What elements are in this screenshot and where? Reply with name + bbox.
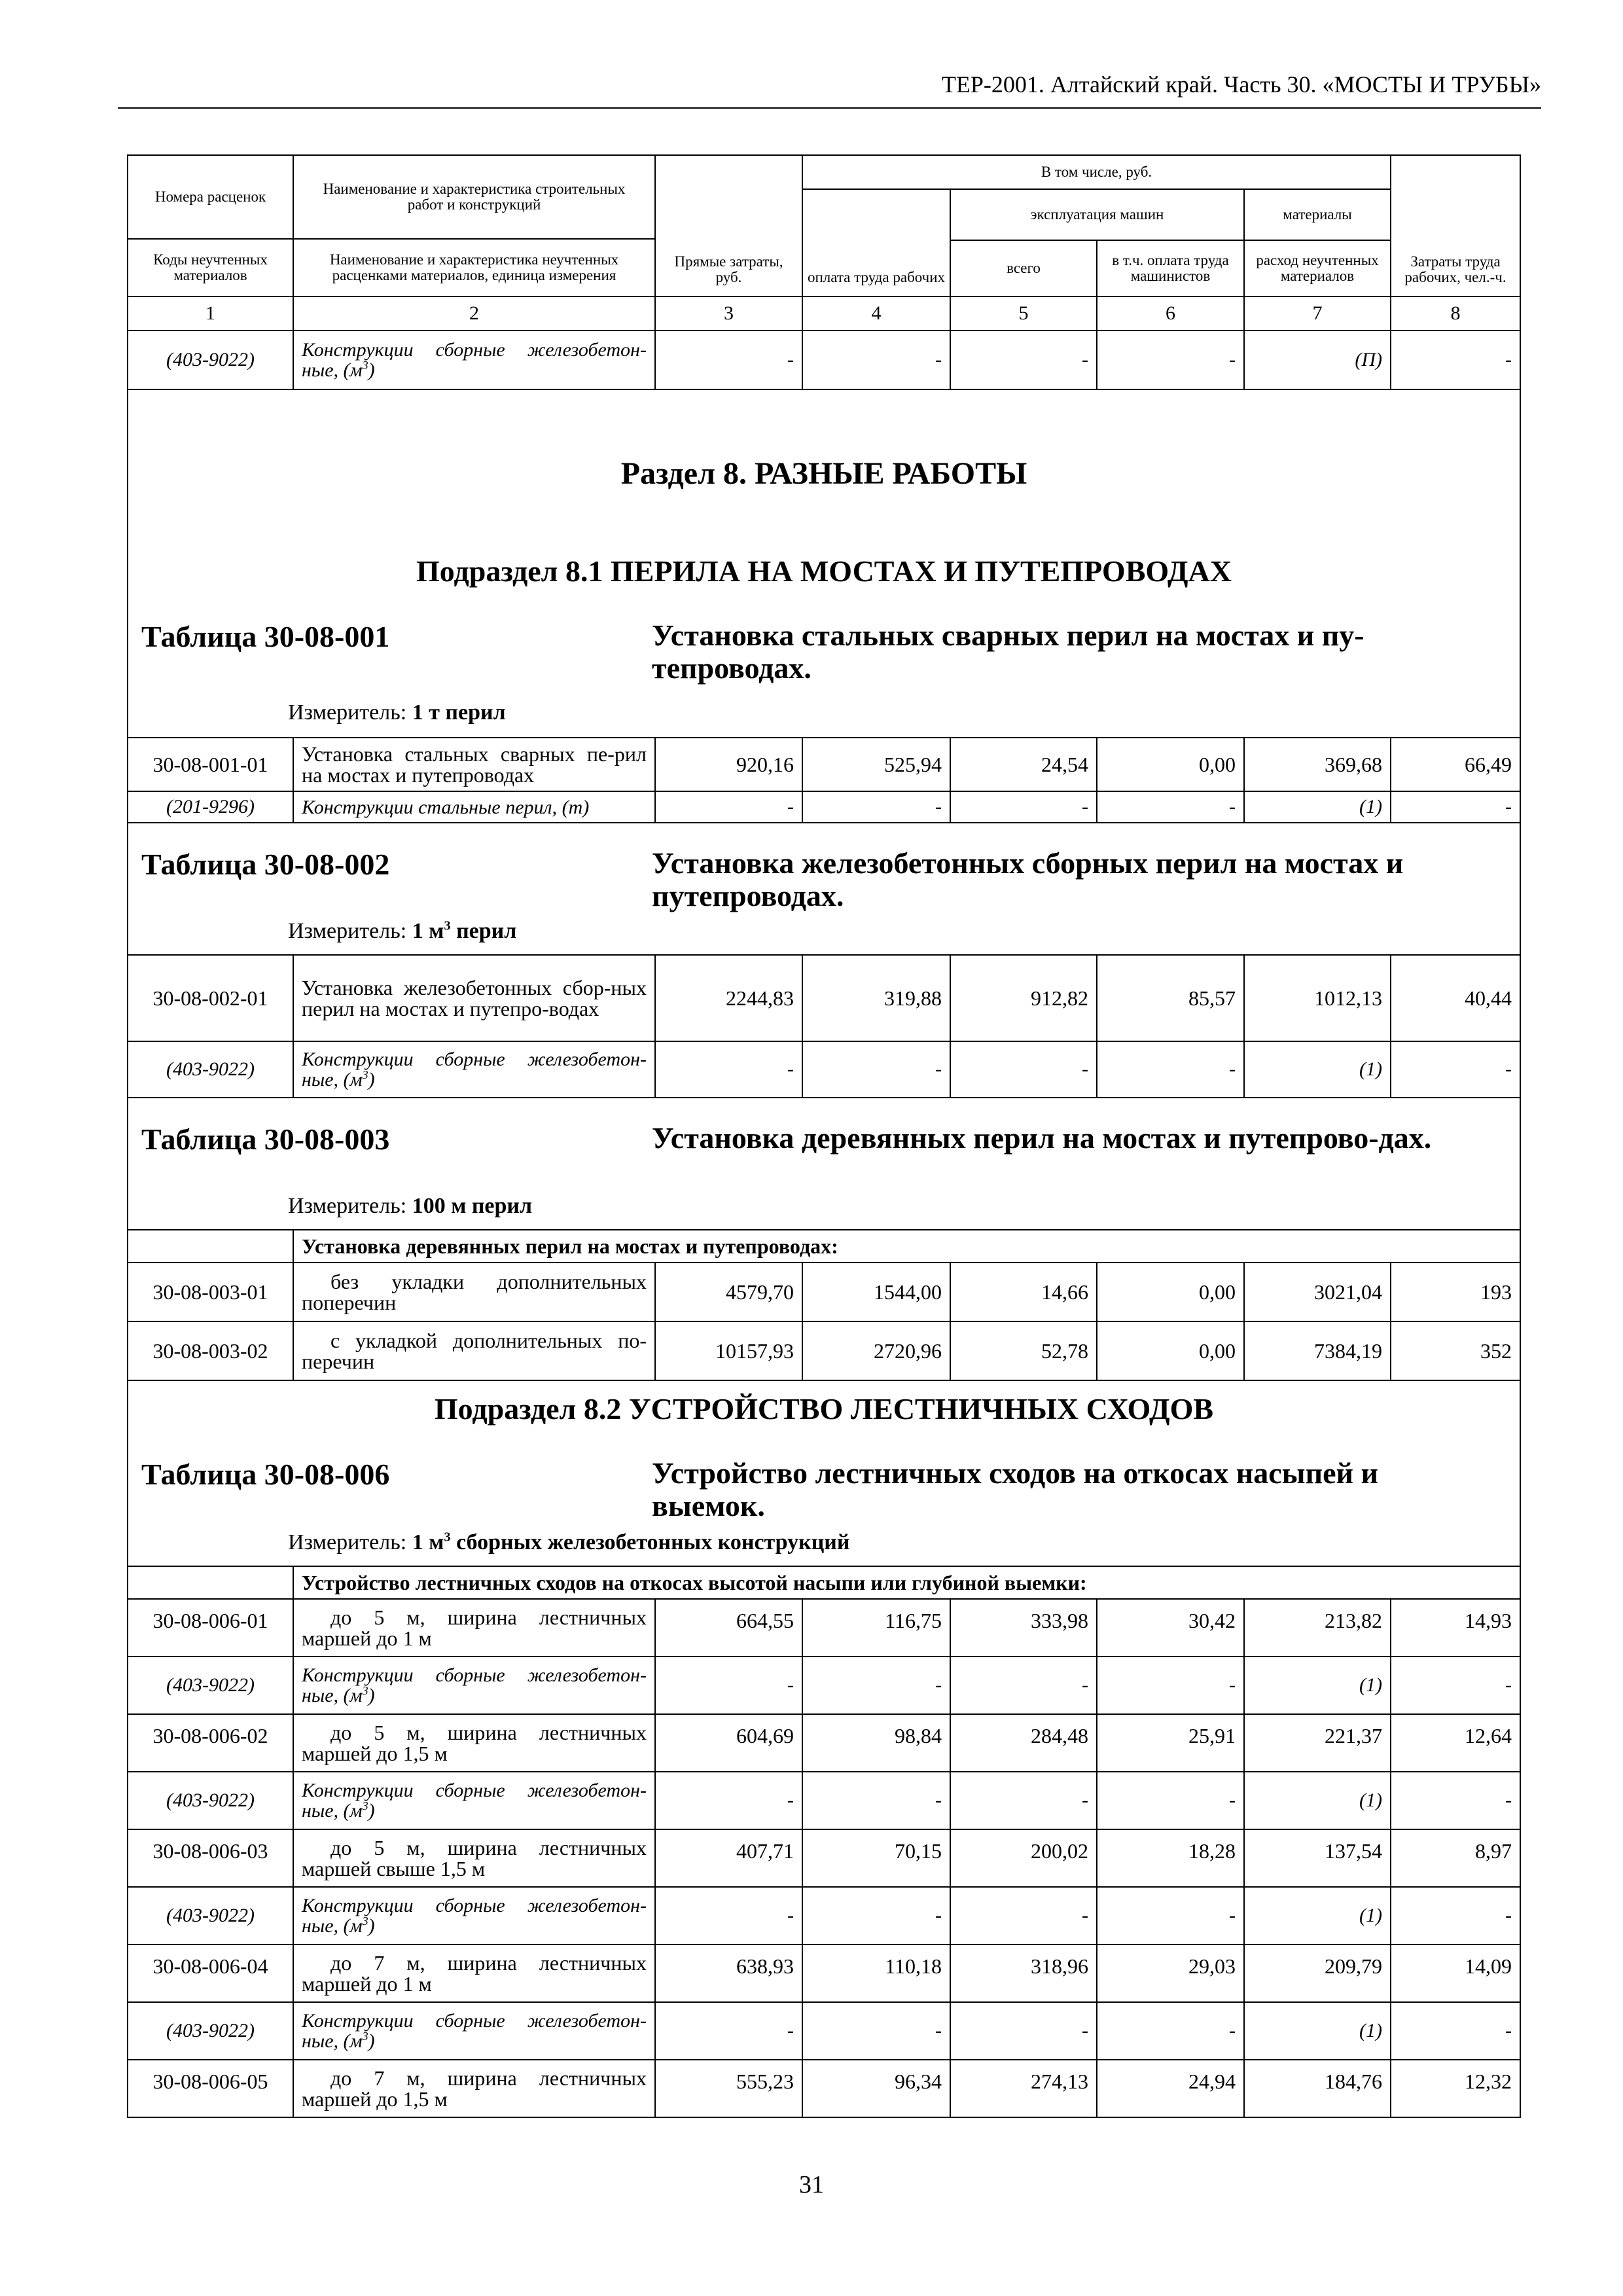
meter-line: Измеритель: 100 м перил <box>288 1194 533 1218</box>
column-numbers-row <box>128 296 1520 331</box>
value-cell: - <box>950 331 1097 389</box>
value-cell: - <box>1391 1657 1520 1714</box>
subsection-title: Подраздел 8.2 УСТРОЙСТВО ЛЕСТНИЧНЫХ СХОДОВ <box>434 1392 1214 1426</box>
table-heading-cell <box>128 1098 1520 1230</box>
value-cell: 98,84 <box>802 1714 950 1772</box>
table-name: Таблица 30-08-001 <box>141 620 390 653</box>
value-cell: - <box>655 331 802 389</box>
value-cell: - <box>1391 2002 1520 2060</box>
value-cell: 638,93 <box>655 1945 802 2002</box>
group-materials-header: материалы <box>1244 189 1391 240</box>
value-cell: 274,13 <box>950 2060 1097 2117</box>
value-cell: (1) <box>1244 2002 1391 2060</box>
group-machines-header: эксплуатация машин <box>950 189 1244 240</box>
group-heading-row <box>128 1566 1520 1599</box>
col2-top-label: Наименование и характеристика строительных работ и конструкций <box>294 156 654 240</box>
value-cell: 555,23 <box>655 2060 802 2117</box>
value-cell: 12,32 <box>1391 2060 1520 2117</box>
table-title: Установка деревянных перил на мостах и путепрово-дах. <box>652 1121 1432 1155</box>
table-heading-row <box>128 823 1520 955</box>
value-cell: 14,09 <box>1391 1945 1520 2002</box>
value-cell: 0,00 <box>1097 1263 1244 1321</box>
group-incl-header: В том числе, руб. <box>802 155 1391 189</box>
rate-desc: без укладки дополнительных поперечин <box>293 1263 655 1321</box>
table-row <box>128 738 1520 791</box>
col4-header: оплата труда рабочих <box>802 189 950 296</box>
value-cell: - <box>950 2002 1097 2060</box>
value-cell: - <box>802 1657 950 1714</box>
rate-desc: Установка железобетонных сбор-ных перил на мостах и путепро-водах <box>293 955 655 1041</box>
table-heading-cell <box>128 1380 1520 1566</box>
column-number: 6 <box>1097 296 1244 331</box>
material-code: (403-9022) <box>128 1772 293 1829</box>
value-cell: 369,68 <box>1244 738 1391 791</box>
value-cell: 333,98 <box>950 1599 1097 1657</box>
table-row <box>128 1945 1520 2002</box>
running-header: ТЕР-2001. Алтайский край. Часть 30. «МОСТЫ И ТРУБЫ» <box>118 71 1541 109</box>
column-number: 5 <box>950 296 1097 331</box>
value-cell: 3021,04 <box>1244 1263 1391 1321</box>
section-heading-row <box>128 389 1520 738</box>
value-cell: 319,88 <box>802 955 950 1041</box>
col2-header <box>293 155 655 296</box>
value-cell: - <box>802 791 950 823</box>
value-cell: (1) <box>1244 1041 1391 1098</box>
table-title: Устройство лестничных сходов на откосах насыпей и выемок. <box>652 1456 1378 1522</box>
column-number: 8 <box>1391 296 1520 331</box>
col5-header: всего <box>950 240 1097 296</box>
col1-bottom-label: Коды неучтенных материалов <box>153 251 268 283</box>
value-cell: 24,54 <box>950 738 1097 791</box>
value-cell: - <box>1391 1772 1520 1829</box>
value-cell: - <box>802 1041 950 1098</box>
value-cell: 52,78 <box>950 1321 1097 1380</box>
value-cell: - <box>1391 791 1520 823</box>
rate-desc: до 5 м, ширина лестничных маршей до 1 м <box>293 1599 655 1657</box>
meter-line: Измеритель: 1 т перил <box>288 700 506 725</box>
material-row <box>128 1041 1520 1098</box>
value-cell: - <box>1097 1657 1244 1714</box>
value-cell: (П) <box>1244 331 1391 389</box>
rate-code: 30-08-006-05 <box>128 2060 293 2117</box>
material-desc: Конструкции сборные железобетон-ные, $(м^3)$ <box>293 1041 655 1098</box>
column-number: 7 <box>1244 296 1391 331</box>
value-cell: 200,02 <box>950 1829 1097 1887</box>
table-row <box>128 1829 1520 1887</box>
value-cell: 407,71 <box>655 1829 802 1887</box>
value-cell: - <box>655 1887 802 1945</box>
material-row <box>128 791 1520 823</box>
value-cell: - <box>950 1887 1097 1945</box>
value-cell: 318,96 <box>950 1945 1097 2002</box>
value-cell: - <box>1097 1041 1244 1098</box>
material-code: (403-9022) <box>128 331 293 389</box>
value-cell: 66,49 <box>1391 738 1520 791</box>
material-desc: Конструкции сборные железобетон-ные, $(м^3)$ <box>293 1887 655 1945</box>
table-title: Установка железобетонных сборных перил на мостах и путепроводах. <box>652 846 1404 912</box>
value-cell: - <box>1391 1041 1520 1098</box>
value-cell: 2244,83 <box>655 955 802 1041</box>
group-heading-row <box>128 1230 1520 1263</box>
page-number: 31 <box>799 2171 824 2198</box>
col7-header: расход неучтенных материалов <box>1244 240 1391 296</box>
rate-code: 30-08-003-02 <box>128 1321 293 1380</box>
value-cell: 70,15 <box>802 1829 950 1887</box>
material-desc: Конструкции сборные железобетон-ные, $(м^3)$ <box>293 331 655 389</box>
table-heading-cell <box>128 823 1520 955</box>
value-cell: - <box>655 791 802 823</box>
rate-code: 30-08-001-01 <box>128 738 293 791</box>
value-cell: 184,76 <box>1244 2060 1391 2117</box>
value-cell: (1) <box>1244 1657 1391 1714</box>
rate-table-sheet <box>127 154 1520 2118</box>
value-cell: 12,64 <box>1391 1714 1520 1772</box>
value-cell: 4579,70 <box>655 1263 802 1321</box>
value-cell: - <box>655 1041 802 1098</box>
material-row <box>128 1657 1520 1714</box>
value-cell: 18,28 <box>1097 1829 1244 1887</box>
section-title: Раздел 8. РАЗНЫЕ РАБОТЫ <box>620 456 1027 491</box>
table-name: Таблица 30-08-003 <box>141 1122 390 1156</box>
table-row <box>128 955 1520 1041</box>
group-heading: Устройство лестничных сходов на откосах высотой насыпи или глубиной выемки: <box>293 1566 1520 1599</box>
value-cell: (1) <box>1244 791 1391 823</box>
material-code: (403-9022) <box>128 1657 293 1714</box>
material-desc: Конструкции сборные железобетон-ные, $(м^3)$ <box>293 1772 655 1829</box>
col2-bottom-label: Наименование и характеристика неучтенных расценками материалов, единица измерения <box>329 251 619 283</box>
value-cell: 920,16 <box>655 738 802 791</box>
meter-line: Измеритель: 1 $м^3$ перил <box>288 918 517 943</box>
material-desc: Конструкции стальные перил, (т) <box>293 791 655 823</box>
value-cell: 7384,19 <box>1244 1321 1391 1380</box>
value-cell: 8,97 <box>1391 1829 1520 1887</box>
value-cell: 85,57 <box>1097 955 1244 1041</box>
column-number: 1 <box>128 296 293 331</box>
value-cell: - <box>1097 331 1244 389</box>
value-cell: 10157,93 <box>655 1321 802 1380</box>
value-cell: - <box>802 2002 950 2060</box>
value-cell: 110,18 <box>802 1945 950 2002</box>
value-cell: - <box>802 1772 950 1829</box>
value-cell: 25,91 <box>1097 1714 1244 1772</box>
col3-header: Прямые затраты, руб. <box>655 155 802 296</box>
material-desc: Конструкции сборные железобетон-ные, $(м^3)$ <box>293 1657 655 1714</box>
table-header <box>128 155 1520 331</box>
value-cell: 352 <box>1391 1321 1520 1380</box>
rate-code: 30-08-006-03 <box>128 1829 293 1887</box>
table-heading-row <box>128 1380 1520 1566</box>
column-number: 2 <box>293 296 655 331</box>
value-cell: 0,00 <box>1097 738 1244 791</box>
rate-table <box>127 154 1521 2118</box>
value-cell: 14,93 <box>1391 1599 1520 1657</box>
rate-code: 30-08-006-02 <box>128 1714 293 1772</box>
value-cell: - <box>950 1041 1097 1098</box>
rate-desc: Установка стальных сварных пе-рил на мостах и путепроводах <box>293 738 655 791</box>
value-cell: - <box>1391 331 1520 389</box>
table-row <box>128 1321 1520 1380</box>
value-cell: 664,55 <box>655 1599 802 1657</box>
group-heading-spacer <box>128 1230 293 1263</box>
col1-top-label: Номера расценок <box>128 156 293 240</box>
material-row <box>128 331 1520 389</box>
col8-header: Затраты труда рабочих, чел.-ч. <box>1391 155 1520 296</box>
value-cell: 0,00 <box>1097 1321 1244 1380</box>
rate-code: 30-08-003-01 <box>128 1263 293 1321</box>
value-cell: 24,94 <box>1097 2060 1244 2117</box>
value-cell: 116,75 <box>802 1599 950 1657</box>
value-cell: 221,37 <box>1244 1714 1391 1772</box>
value-cell: 137,54 <box>1244 1829 1391 1887</box>
value-cell: - <box>1097 1887 1244 1945</box>
table-row <box>128 2060 1520 2117</box>
table-row <box>128 1714 1520 1772</box>
material-row <box>128 2002 1520 2060</box>
value-cell: 14,66 <box>950 1263 1097 1321</box>
value-cell: 209,79 <box>1244 1945 1391 2002</box>
table-name: Таблица 30-08-002 <box>141 848 390 881</box>
value-cell: 912,82 <box>950 955 1097 1041</box>
column-number: 4 <box>802 296 950 331</box>
value-cell: 96,34 <box>802 2060 950 2117</box>
rate-desc: с укладкой дополнительных по-перечин <box>293 1321 655 1380</box>
value-cell: - <box>950 791 1097 823</box>
rate-code: 30-08-006-01 <box>128 1599 293 1657</box>
value-cell: - <box>950 1657 1097 1714</box>
value-cell: 193 <box>1391 1263 1520 1321</box>
material-desc: Конструкции сборные железобетон-ные, $(м^3)$ <box>293 2002 655 2060</box>
value-cell: (1) <box>1244 1772 1391 1829</box>
value-cell: - <box>802 331 950 389</box>
value-cell: 525,94 <box>802 738 950 791</box>
material-row <box>128 1887 1520 1945</box>
meter-line: Измеритель: 1 $м^3$ сборных железобетонных конструкций <box>288 1530 850 1554</box>
value-cell: - <box>1097 1772 1244 1829</box>
rate-code: 30-08-006-04 <box>128 1945 293 2002</box>
subsection-title: Подраздел 8.1 ПЕРИЛА НА МОСТАХ И ПУТЕПРОВОДАХ <box>416 554 1232 588</box>
value-cell: 29,03 <box>1097 1945 1244 2002</box>
material-code: (403-9022) <box>128 1887 293 1945</box>
group-heading: Установка деревянных перил на мостах и путепроводах: <box>293 1230 1520 1263</box>
rate-desc: до 5 м, ширина лестничных маршей до 1,5 м <box>293 1714 655 1772</box>
section-heading-cell <box>128 389 1520 738</box>
table-title: Установка стальных сварных перил на мостах и пу-тепроводах. <box>652 619 1364 685</box>
rate-desc: до 5 м, ширина лестничных маршей свыше 1,5 м <box>293 1829 655 1887</box>
material-code: (403-9022) <box>128 2002 293 2060</box>
value-cell: - <box>802 1887 950 1945</box>
value-cell: - <box>655 1772 802 1829</box>
rate-desc: до 7 м, ширина лестничных маршей до 1 м <box>293 1945 655 2002</box>
rate-desc: до 7 м, ширина лестничных маршей до 1,5 м <box>293 2060 655 2117</box>
value-cell: 1012,13 <box>1244 955 1391 1041</box>
value-cell: 213,82 <box>1244 1599 1391 1657</box>
value-cell: - <box>1097 791 1244 823</box>
table-row <box>128 1263 1520 1321</box>
value-cell: - <box>950 1772 1097 1829</box>
value-cell: 2720,96 <box>802 1321 950 1380</box>
value-cell: - <box>655 2002 802 2060</box>
value-cell: - <box>1391 1887 1520 1945</box>
col1-header <box>128 155 293 296</box>
group-heading-spacer <box>128 1566 293 1599</box>
material-code: (201-9296) <box>128 791 293 823</box>
value-cell: 1544,00 <box>802 1263 950 1321</box>
value-cell: 284,48 <box>950 1714 1097 1772</box>
material-code: (403-9022) <box>128 1041 293 1098</box>
column-number: 3 <box>655 296 802 331</box>
value-cell: - <box>655 1657 802 1714</box>
value-cell: 30,42 <box>1097 1599 1244 1657</box>
col6-header: в т.ч. оплата труда машинистов <box>1097 240 1244 296</box>
table-name: Таблица 30-08-006 <box>141 1458 390 1491</box>
table-row <box>128 1599 1520 1657</box>
value-cell: (1) <box>1244 1887 1391 1945</box>
material-row <box>128 1772 1520 1829</box>
table-heading-row <box>128 1098 1520 1230</box>
value-cell: - <box>1097 2002 1244 2060</box>
rate-code: 30-08-002-01 <box>128 955 293 1041</box>
value-cell: 40,44 <box>1391 955 1520 1041</box>
value-cell: 604,69 <box>655 1714 802 1772</box>
